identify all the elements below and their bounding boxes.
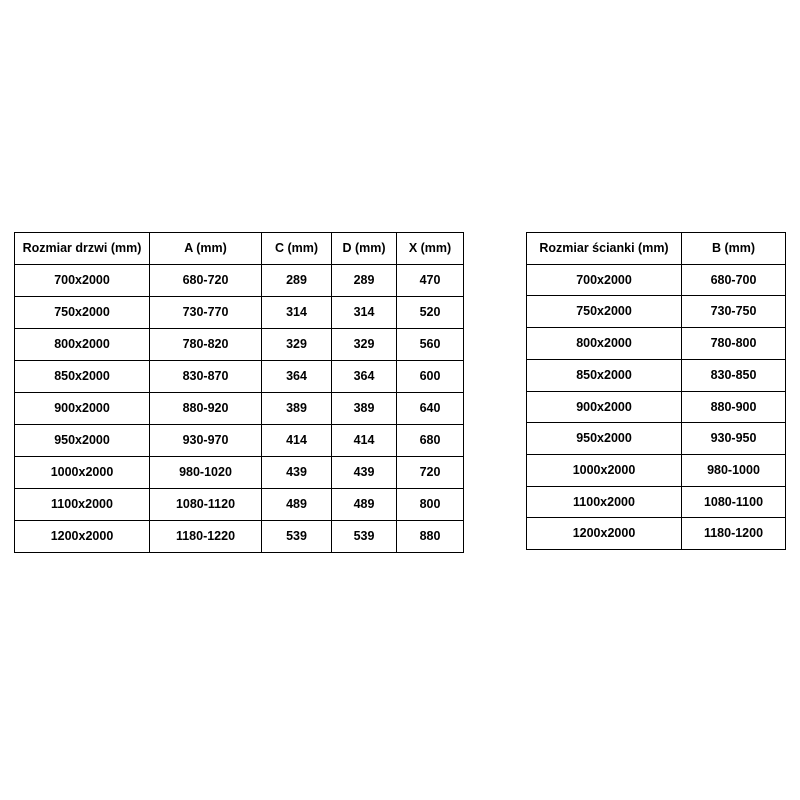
table-header-row [15,233,464,265]
table-row [527,486,786,518]
doors-dimensions-table [14,232,464,553]
cell-b: 1180-1200 [682,518,786,550]
cell-d: 389 [332,393,397,425]
column-header-d: D (mm) [332,233,397,265]
cell-d: 539 [332,521,397,553]
cell-door-size: 1200x2000 [15,521,150,553]
wall-table-head [527,233,786,265]
table-row [527,423,786,455]
cell-x: 600 [397,361,464,393]
cell-c: 329 [262,329,332,361]
cell-a: 1180-1220 [150,521,262,553]
cell-c: 289 [262,265,332,297]
cell-wall-size: 800x2000 [527,328,682,360]
cell-b: 1080-1100 [682,486,786,518]
cell-x: 560 [397,329,464,361]
cell-a: 730-770 [150,297,262,329]
cell-b: 680-700 [682,264,786,296]
table-row [15,329,464,361]
cell-wall-size: 1200x2000 [527,518,682,550]
cell-door-size: 900x2000 [15,393,150,425]
table-row [527,359,786,391]
cell-d: 489 [332,489,397,521]
cell-x: 720 [397,457,464,489]
cell-door-size: 1000x2000 [15,457,150,489]
column-header-a: A (mm) [150,233,262,265]
table-row [527,391,786,423]
cell-wall-size: 750x2000 [527,296,682,328]
cell-a: 780-820 [150,329,262,361]
cell-c: 389 [262,393,332,425]
cell-a: 680-720 [150,265,262,297]
wall-dimensions-table [526,232,786,550]
cell-c: 439 [262,457,332,489]
table-row [15,265,464,297]
table-row [527,264,786,296]
column-header-b: B (mm) [682,233,786,265]
cell-x: 880 [397,521,464,553]
cell-a: 1080-1120 [150,489,262,521]
cell-b: 980-1000 [682,454,786,486]
column-header-door-size: Rozmiar drzwi (mm) [15,233,150,265]
cell-door-size: 800x2000 [15,329,150,361]
column-header-x: X (mm) [397,233,464,265]
table-row [15,361,464,393]
table-row [15,297,464,329]
table-row [527,328,786,360]
table-row [527,296,786,328]
cell-door-size: 950x2000 [15,425,150,457]
table-row [15,457,464,489]
table-row [15,425,464,457]
table-header-row [527,233,786,265]
cell-c: 414 [262,425,332,457]
doors-table-body [15,265,464,553]
table-row [15,393,464,425]
cell-wall-size: 1100x2000 [527,486,682,518]
cell-d: 329 [332,329,397,361]
cell-d: 414 [332,425,397,457]
cell-door-size: 700x2000 [15,265,150,297]
table-row [527,454,786,486]
cell-x: 800 [397,489,464,521]
cell-c: 539 [262,521,332,553]
cell-a: 830-870 [150,361,262,393]
cell-door-size: 1100x2000 [15,489,150,521]
cell-x: 640 [397,393,464,425]
table-row [15,521,464,553]
cell-a: 980-1020 [150,457,262,489]
cell-b: 880-900 [682,391,786,423]
cell-c: 364 [262,361,332,393]
column-header-wall-size: Rozmiar ścianki (mm) [527,233,682,265]
cell-x: 470 [397,265,464,297]
cell-b: 830-850 [682,359,786,391]
column-header-c: C (mm) [262,233,332,265]
cell-wall-size: 950x2000 [527,423,682,455]
wall-table-body [527,264,786,549]
cell-wall-size: 850x2000 [527,359,682,391]
cell-door-size: 750x2000 [15,297,150,329]
cell-a: 880-920 [150,393,262,425]
table-row [15,489,464,521]
cell-b: 730-750 [682,296,786,328]
cell-d: 439 [332,457,397,489]
cell-d: 289 [332,265,397,297]
cell-c: 314 [262,297,332,329]
cell-d: 364 [332,361,397,393]
cell-d: 314 [332,297,397,329]
cell-a: 930-970 [150,425,262,457]
tables-container [14,232,786,553]
cell-wall-size: 700x2000 [527,264,682,296]
cell-wall-size: 1000x2000 [527,454,682,486]
cell-door-size: 850x2000 [15,361,150,393]
cell-b: 930-950 [682,423,786,455]
cell-x: 680 [397,425,464,457]
cell-b: 780-800 [682,328,786,360]
cell-c: 489 [262,489,332,521]
cell-x: 520 [397,297,464,329]
doors-table-head [15,233,464,265]
table-row [527,518,786,550]
cell-wall-size: 900x2000 [527,391,682,423]
